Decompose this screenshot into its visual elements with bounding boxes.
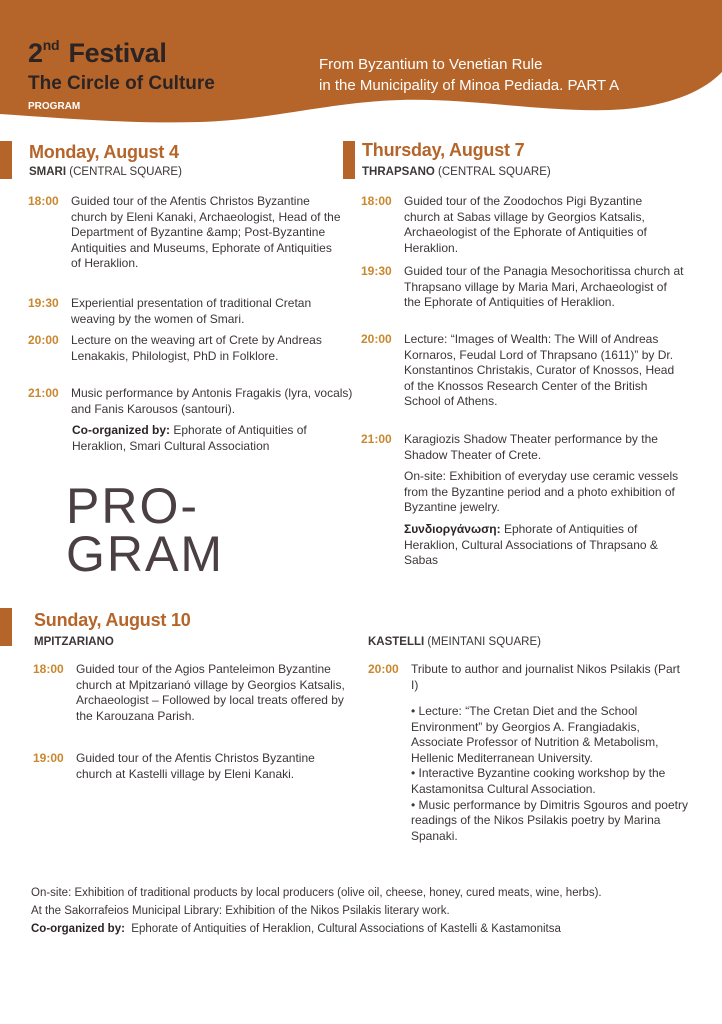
venue-thrapsano bbox=[362, 166, 551, 178]
event-time: 18:00 bbox=[33, 662, 64, 676]
event-description: Music performance by Antonis Fragakis (lyra, vocals) and Fanis Karousos (santouri). bbox=[71, 386, 353, 416]
venue-kastelli bbox=[368, 636, 541, 648]
event-description: Lecture: “Images of Wealth: The Will of Andreas Kornaros, Feudal Lord of Thrapsano (1611)” by Dr. Konstantinos Christakis, Curator of Knossos, Head of the Knossos Research Center of the British School of Athens. bbox=[404, 332, 675, 409]
footer-co-organized bbox=[31, 920, 711, 938]
festival-title bbox=[28, 38, 167, 68]
sub-item-music-performance: • Music performance by Dimitris Sgouros and poetry readings of the Nikos Psilakis poetry by Marina Spanaki. bbox=[411, 797, 688, 843]
day-accent-bar bbox=[0, 141, 12, 179]
venue-name: THRAPSANO bbox=[362, 166, 435, 178]
event-description: Guided tour of the Zoodochos Pigi Byzantine church at Sabas village by Georgios Katsalis, Archaeologist of the Ephorate of Antiquities of Heraklion. bbox=[404, 194, 647, 255]
venue-detail: (CENTRAL SQUARE) bbox=[66, 166, 182, 178]
event-description: Karagiozis Shadow Theater performance by the Shadow Theater of Crete. bbox=[404, 432, 658, 462]
festival-title-text: Festival bbox=[68, 38, 167, 68]
event-time: 19:00 bbox=[33, 751, 64, 765]
co-organized-label: Συνδιοργάνωση: bbox=[404, 522, 501, 536]
event-time: 18:00 bbox=[361, 194, 392, 208]
day-title-monday: Monday, August 4 bbox=[29, 142, 179, 162]
program-heading-line-2: GRAM bbox=[66, 526, 224, 582]
festival-tagline bbox=[319, 54, 619, 96]
venue-name: MPITZARIANO bbox=[34, 636, 114, 648]
venue-detail: (MEINTANI SQUARE) bbox=[424, 636, 541, 648]
tagline-line-2: in the Municipality of Minoa Pediada. PART A bbox=[319, 77, 620, 94]
footer-library: At the Sakorrafeios Municipal Library: Exhibition of the Nikos Psilakis literary work. bbox=[31, 905, 450, 917]
event-description: Lecture on the weaving art of Crete by Andreas Lenakakis, Philologist, PhD in Folklore. bbox=[71, 333, 322, 363]
event-time: 21:00 bbox=[28, 386, 59, 400]
sub-item-lecture: • Lecture: “The Cretan Diet and the School Environment” by Georgios A. Frangiadakis, Associate Professor of Nutrition & Metabolism, Hellenic Mediterranean University. bbox=[411, 704, 659, 765]
tribute-sub-items bbox=[411, 704, 693, 844]
event-description: Guided tour of the Afentis Christos Byzantine church at Kastelli village by Eleni Kanaki. bbox=[76, 751, 315, 781]
day-accent-bar bbox=[0, 608, 12, 646]
tagline-line-1: From Byzantium to Venetian Rule bbox=[319, 56, 543, 73]
event-description: Tribute to author and journalist Nikos Psilakis (Part I) bbox=[411, 662, 681, 692]
co-organized-note bbox=[72, 423, 337, 454]
event-time: 21:00 bbox=[361, 432, 392, 446]
festival-subtitle: The Circle of Culture bbox=[28, 73, 215, 94]
program-big-heading bbox=[66, 478, 224, 582]
co-organized-text: Ephorate of Antiquities of Heraklion, Cultural Associations of Thrapsano & Sabas bbox=[404, 522, 658, 568]
program-heading-line-1: PRO- bbox=[66, 478, 199, 534]
festival-ordinal-suffix: nd bbox=[42, 37, 60, 53]
event-time: 18:00 bbox=[28, 194, 59, 208]
footer-notes bbox=[31, 884, 711, 938]
venue-name: SMARI bbox=[29, 166, 67, 178]
event-time: 19:30 bbox=[28, 296, 59, 310]
day-title-sunday: Sunday, August 10 bbox=[34, 610, 191, 630]
co-organized-text: Ephorate of Antiquities of Heraklion, Cultural Associations of Kastelli & Kastamonitsa bbox=[124, 923, 561, 935]
event-description: Guided tour of the Panagia Mesochoritissa church at Thrapsano village by Maria Mari, Archaeologist of the Ephorate of Antiquities of Heraklion. bbox=[404, 264, 684, 310]
day-accent-bar bbox=[343, 141, 355, 179]
event-time: 20:00 bbox=[368, 662, 399, 676]
venue-smari bbox=[29, 166, 182, 178]
festival-ordinal: 2 bbox=[28, 38, 43, 68]
event-description: Guided tour of the Afentis Christos Byzantine church by Eleni Kanaki, Archaeologist, Head of the Department of Byzantine &amp; Post-Byzantine Antiquities and Museums, Ephorate of Antiquities of Heraklion. bbox=[71, 194, 341, 271]
program-label: PROGRAM bbox=[28, 101, 81, 112]
event-description: Guided tour of the Agios Panteleimon Byzantine church at Mpitzarianó village by Georgios Katsalis, Archaeologist – Followed by local treats offered by the Karouzana Parish. bbox=[76, 662, 345, 723]
onsite-exhibition-note: On-site: Exhibition of everyday use ceramic vessels from the Byzantine period and a photo exhibition of Byzantine jewelry. bbox=[404, 469, 679, 515]
day-title-thursday: Thursday, August 7 bbox=[362, 140, 525, 160]
event-time: 19:30 bbox=[361, 264, 392, 278]
co-organized-label: Co-organized by: bbox=[31, 923, 125, 935]
sub-item-cooking-workshop: • Interactive Byzantine cooking workshop by the Kastamonitsa Cultural Association. bbox=[411, 766, 666, 796]
venue-name: KASTELLI bbox=[368, 636, 425, 648]
event-time: 20:00 bbox=[361, 332, 392, 346]
footer-onsite: On-site: Exhibition of traditional products by local producers (olive oil, cheese, honey, cured meats, wine, herbs). bbox=[31, 887, 602, 899]
venue-detail: (CENTRAL SQUARE) bbox=[434, 166, 551, 178]
co-organized-note bbox=[404, 522, 684, 569]
co-organized-label: Co-organized by: bbox=[72, 423, 170, 437]
venue-mpitzariano bbox=[34, 636, 114, 648]
co-organized-text: Ephorate of Antiquities of Heraklion, Smari Cultural Association bbox=[72, 423, 307, 453]
event-time: 20:00 bbox=[28, 333, 59, 347]
event-description: Experiential presentation of traditional Cretan weaving by the women of Smari. bbox=[71, 296, 312, 326]
header-banner bbox=[0, 0, 722, 140]
